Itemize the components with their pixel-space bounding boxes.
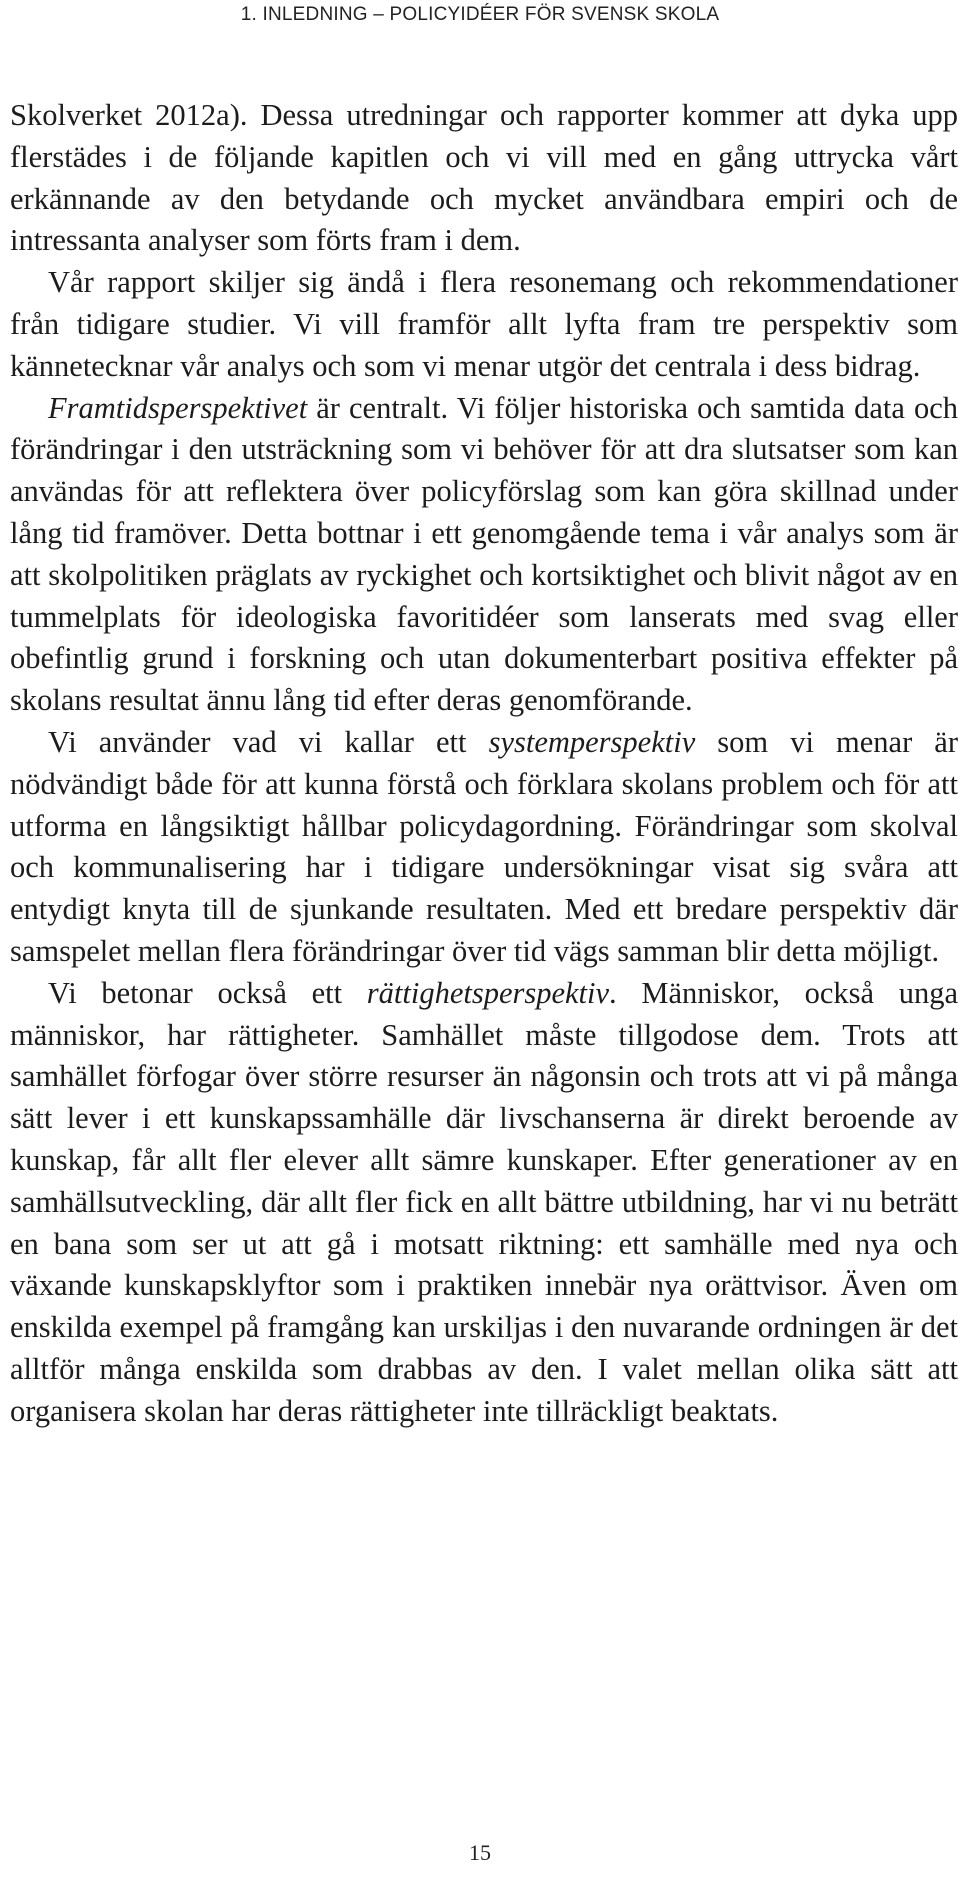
paragraph-5-text: . Människor, också unga människor, har rättigheter. Samhället måste tillgodose dem. Trots att samhället förfogar över större resurser än någonsin och trots att vi på många sätt lever i ett kunskapssamhälle där livschanserna är direkt beroende av kunskap, får allt fler elever allt sämre kunskaper. Efter generationer av en samhällsutveckling, där allt fler fick en allt bättre utbildning, har vi nu beträtt en bana som ser ut att gå i motsatt riktning: ett samhälle med nya och växande kunskapsklyftor som i praktiken innebär nya orättvisor. Även om enskilda exempel på framgång kan urskiljas i den nuvarande ordningen är det alltför många enskilda som drabbas av den. I valet mellan olika sätt att organisera skolan har deras rättigheter inte tillräckligt beaktats. [10, 975, 958, 1428]
paragraph-2: Vår rapport skiljer sig ändå i flera resonemang och rekommendationer från tidigare studier. Vi vill framför allt lyfta fram tre perspektiv som kännetecknar vår analys och som vi menar utgör det centrala i dess bidrag. [10, 265, 958, 383]
paragraph-4 [10, 722, 958, 973]
paragraph-4-text: som vi menar är nödvändigt både för att kunna förstå och förklara skolans problem och för att utforma en långsiktigt hållbar policydagordning. Förändringar som skolval och kommunalisering har i tidigare undersökningar visat sig svåra att entydigt knyta till de sjunkande resultaten. Med ett bredare perspektiv där samspelet mellan flera förändringar över tid vägs samman blir detta möjligt. [10, 724, 959, 968]
paragraph-3 [10, 388, 958, 722]
paragraph-5-lead: Vi betonar också ett [48, 975, 367, 1010]
term-rattighetsperspektiv: rättighetsperspektiv [366, 975, 610, 1010]
term-framtidsperspektivet: Framtidsperspektivet [48, 390, 308, 425]
body-text [10, 95, 958, 1433]
paragraph-4-lead: Vi använder vad vi kallar ett [48, 724, 489, 759]
paragraph-5 [10, 973, 958, 1433]
running-header: 1. INLEDNING – POLICYIDÉER FÖR SVENSK SKOLA [240, 4, 720, 25]
paragraph-3-text: är centralt. Vi följer historiska och samtida data och förändringar i den utsträckning som vi behöver för att dra slutsatser som kan användas för att reflektera över policyförslag som kan göra skillnad under lång tid framöver. Detta bottnar i ett genomgående tema i vår analys som är att skolpolitiken präglats av ryckighet och kortsiktighet och blivit något av en tummelplats för ideologiska favoritidéer som lanserats med svag eller obefintlig grund i forskning och utan dokumenterbart positiva effekter på skolans resultat ännu lång tid efter deras genomförande. [10, 390, 958, 718]
page-number: 15 [469, 1840, 491, 1865]
term-systemperspektiv: systemperspektiv [488, 724, 696, 759]
paragraph-1: Skolverket 2012a). Dessa utredningar och rapporter kommer att dyka upp flerstädes i de följande kapitlen och vi vill med en gång uttrycka vårt erkännande av den betydande och mycket användbara empiri och de intressanta analyser som förts fram i dem. [10, 98, 958, 258]
